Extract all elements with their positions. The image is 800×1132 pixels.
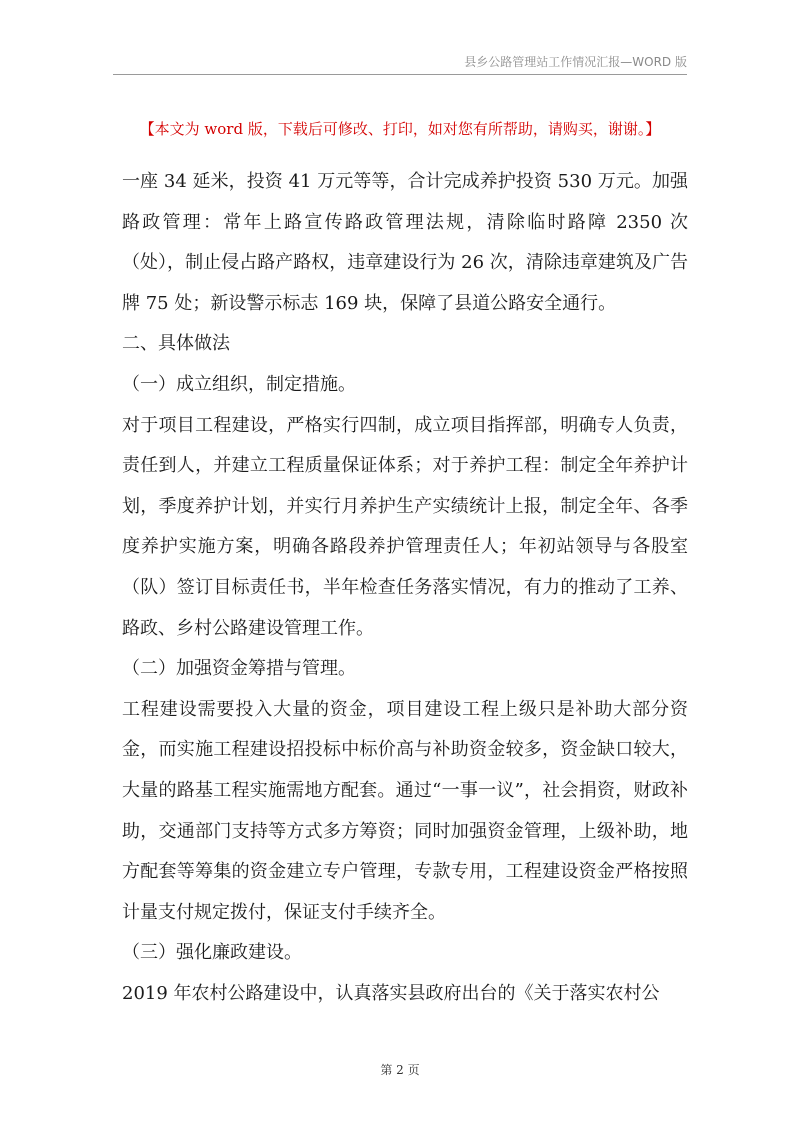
header-title: 县乡公路管理站工作情况汇报—WORD 版	[464, 55, 687, 69]
paragraph-organization: 对于项目工程建设，严格实行四制，成立项目指挥部，明确专人负责，责任到人，并建立工程质量保证体系；对于养护工程：制定全年养护计划，季度养护计划，并实行月养护生产实绩统计上报，制定全年、各季度养护实施方案，明确各路段养护管理责任人；年初站领导与各股室（队）签订目标责任书，半年检查任务落实情况，有力的推动了工养、路政、乡村公路建设管理工作。	[122, 414, 688, 639]
subheading-integrity: （三）强化廉政建设。	[122, 942, 302, 964]
header-divider	[113, 74, 687, 75]
subheading-funding: （二）加强资金筹措与管理。	[122, 658, 356, 680]
subheading-organization: （一）成立组织，制定措施。	[122, 373, 356, 395]
document-body	[122, 162, 688, 1014]
paragraph-integrity: 2019 年农村公路建设中，认真落实县政府出台的《关于落实农村公	[122, 982, 660, 1004]
purchase-notice: 【本文为 word 版，下载后可修改、打印，如对您有所帮助，请购买，谢谢。】	[139, 120, 661, 138]
paragraph-funding: 工程建设需要投入大量的资金，项目建设工程上级只是补助大部分资金，而实施工程建设招投标中标价高与补助资金较多，资金缺口较大，大量的路基工程实施需地方配套。通过“一事一议”，社会捐资，财政补助，交通部门支持等方式多方筹资；同时加强资金管理，上级补助，地方配套等筹集的资金建立专户管理，专款专用，工程建设资金严格按照计量支付规定拨付，保证支付手续齐全。	[122, 698, 688, 923]
page-number: 第 2 页	[380, 1063, 420, 1077]
paragraph-maintenance-summary: 一座 34 延米，投资 41 万元等等，合计完成养护投资 530 万元。加强路政管理：常年上路宣传路政管理法规，清除临时路障 2350 次（处），制止侵占路产路权，违章建设行为 26 次，清除违章建筑及广告牌 75 处；新设警示标志 169 块，保障了县道公路安全通行。	[122, 171, 688, 314]
section-heading-practices: 二、具体做法	[122, 333, 230, 355]
